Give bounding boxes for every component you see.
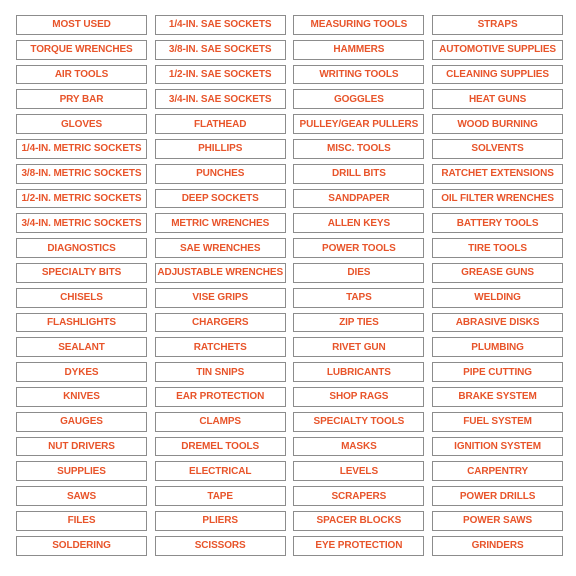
label-tag [432, 263, 563, 283]
label-tag [293, 461, 424, 481]
label-text: STRAPS [477, 19, 518, 31]
label-tag [293, 536, 424, 556]
label-text: MEASURING TOOLS [310, 19, 408, 31]
label-text: FUEL SYSTEM [463, 416, 532, 428]
label-tag [155, 387, 286, 407]
label-text: WRITING TOOLS [319, 68, 399, 80]
label-tag [16, 164, 147, 184]
label-tag [16, 288, 147, 308]
label-text: 1/4-IN. METRIC SOCKETS [21, 143, 142, 155]
label-tag [16, 189, 147, 209]
label-tag [155, 139, 286, 159]
label-tag [432, 89, 563, 109]
label-text: GLOVES [60, 118, 103, 130]
label-tag [155, 213, 286, 233]
label-tag [16, 40, 147, 60]
label-text: WOOD BURNING [457, 118, 538, 130]
label-tag [16, 213, 147, 233]
label-tag [293, 486, 424, 506]
label-tag [155, 238, 286, 258]
label-text: 1/2-IN. METRIC SOCKETS [21, 192, 142, 204]
label-tag [16, 337, 147, 357]
label-text: POWER TOOLS [322, 242, 396, 254]
label-tag [432, 189, 563, 209]
label-tag [293, 412, 424, 432]
label-tag [155, 362, 286, 382]
label-text: VISE GRIPS [192, 292, 249, 304]
label-tag [16, 313, 147, 333]
label-tag [16, 263, 147, 283]
label-tag [293, 288, 424, 308]
label-tag [293, 213, 424, 233]
label-tag [432, 362, 563, 382]
label-text: EYE PROTECTION [315, 540, 403, 552]
label-tag [155, 486, 286, 506]
label-tag [16, 89, 147, 109]
label-tag [293, 437, 424, 457]
label-text: DYKES [64, 366, 99, 378]
label-text: TORQUE WRENCHES [30, 44, 133, 56]
label-text: SPACER BLOCKS [316, 515, 402, 527]
label-tag [16, 437, 147, 457]
label-text: GAUGES [60, 416, 103, 428]
label-tag [293, 263, 424, 283]
label-sheet [16, 15, 561, 556]
label-tag [155, 461, 286, 481]
label-tag [432, 412, 563, 432]
label-text: TAPE [207, 490, 233, 502]
label-text: IGNITION SYSTEM [454, 440, 541, 452]
label-tag [155, 412, 286, 432]
label-text: SCISSORS [194, 540, 246, 552]
label-tag [432, 461, 563, 481]
label-text: SANDPAPER [328, 192, 390, 204]
label-text: OIL FILTER WRENCHES [441, 192, 554, 204]
label-text: GREASE GUNS [461, 267, 534, 279]
label-tag [293, 89, 424, 109]
label-tag [293, 387, 424, 407]
label-text: HAMMERS [333, 44, 385, 56]
label-tag [155, 40, 286, 60]
label-tag [16, 65, 147, 85]
label-tag [155, 114, 286, 134]
label-tag [155, 263, 286, 283]
label-tag [293, 164, 424, 184]
label-text: DIES [347, 267, 371, 279]
label-tag [293, 40, 424, 60]
label-text: PHILLIPS [198, 143, 243, 155]
label-text: RATCHET EXTENSIONS [441, 168, 554, 180]
label-text: 3/8-IN. SAE SOCKETS [168, 44, 272, 56]
label-text: SHOP RAGS [329, 391, 389, 403]
label-tag [293, 114, 424, 134]
label-text: METRIC WRENCHES [171, 217, 270, 229]
label-tag [293, 189, 424, 209]
label-tag [432, 387, 563, 407]
label-text: SOLDERING [52, 540, 111, 552]
label-text: SCRAPERS [331, 490, 387, 502]
label-text: PIPE CUTTING [463, 366, 532, 378]
label-text: MOST USED [52, 19, 111, 31]
label-tag [293, 65, 424, 85]
label-tag [16, 114, 147, 134]
label-tag [155, 536, 286, 556]
label-text: NUT DRIVERS [48, 440, 115, 452]
label-text: PRY BAR [59, 93, 104, 105]
label-tag [432, 65, 563, 85]
label-tag [293, 238, 424, 258]
label-text: HEAT GUNS [468, 93, 527, 105]
label-tag [16, 238, 147, 258]
label-tag [432, 288, 563, 308]
label-text: ELECTRICAL [189, 465, 252, 477]
label-text: BATTERY TOOLS [456, 217, 539, 229]
label-text: SUPPLIES [57, 465, 106, 477]
label-tag [155, 288, 286, 308]
label-tag [293, 139, 424, 159]
label-text: DREMEL TOOLS [181, 440, 260, 452]
label-tag [293, 337, 424, 357]
label-tag [293, 511, 424, 531]
label-text: EAR PROTECTION [176, 391, 265, 403]
label-text: LEVELS [339, 465, 379, 477]
label-text: AUTOMOTIVE SUPPLIES [439, 44, 556, 56]
label-tag [155, 65, 286, 85]
label-tag [432, 337, 563, 357]
label-text: POWER SAWS [463, 515, 533, 527]
label-tag [293, 362, 424, 382]
label-tag [155, 89, 286, 109]
label-tag [155, 164, 286, 184]
label-text: ADJUSTABLE WRENCHES [157, 267, 284, 279]
label-text: 3/4-IN. SAE SOCKETS [168, 93, 272, 105]
label-tag [16, 412, 147, 432]
label-text: MASKS [341, 440, 377, 452]
label-text: PLUMBING [471, 341, 524, 353]
label-text: SPECIALTY TOOLS [313, 416, 405, 428]
label-text: CHISELS [60, 292, 103, 304]
label-text: GRINDERS [471, 540, 524, 552]
label-tag [432, 511, 563, 531]
label-tag [16, 461, 147, 481]
label-text: AIR TOOLS [54, 68, 109, 80]
label-text: PLIERS [202, 515, 238, 527]
label-tag [155, 313, 286, 333]
label-tag [432, 213, 563, 233]
label-text: CLAMPS [199, 416, 241, 428]
label-tag [16, 486, 147, 506]
label-text: CLEANING SUPPLIES [446, 68, 549, 80]
label-tag [155, 437, 286, 457]
label-tag [16, 15, 147, 35]
label-text: BRAKE SYSTEM [458, 391, 537, 403]
label-tag [432, 536, 563, 556]
label-tag [432, 238, 563, 258]
label-text: POWER DRILLS [459, 490, 536, 502]
label-tag [293, 15, 424, 35]
label-text: ALLEN KEYS [327, 217, 391, 229]
label-text: DRILL BITS [331, 168, 386, 180]
label-tag [16, 139, 147, 159]
label-text: KNIVES [63, 391, 100, 403]
label-text: 3/8-IN. METRIC SOCKETS [21, 168, 142, 180]
label-tag [16, 387, 147, 407]
label-tag [155, 337, 286, 357]
label-text: FLATHEAD [194, 118, 247, 130]
label-text: 3/4-IN. METRIC SOCKETS [21, 217, 142, 229]
label-tag [432, 114, 563, 134]
label-text: PULLEY/GEAR PULLERS [299, 118, 419, 130]
label-text: SOLVENTS [471, 143, 524, 155]
label-text: ZIP TIES [339, 316, 379, 328]
label-text: RATCHETS [193, 341, 247, 353]
label-text: RIVET GUN [332, 341, 386, 353]
label-text: GOGGLES [333, 93, 384, 105]
label-tag [432, 437, 563, 457]
label-text: TIN SNIPS [196, 366, 245, 378]
label-text: TIRE TOOLS [468, 242, 527, 254]
label-text: MISC. TOOLS [327, 143, 391, 155]
label-text: DEEP SOCKETS [181, 192, 259, 204]
label-text: TAPS [346, 292, 372, 304]
label-text: CARPENTRY [467, 465, 529, 477]
label-text: CHARGERS [191, 316, 249, 328]
label-text: WELDING [474, 292, 521, 304]
label-text: PUNCHES [196, 168, 245, 180]
label-text: LUBRICANTS [326, 366, 391, 378]
label-tag [155, 15, 286, 35]
label-text: FLASHLIGHTS [47, 316, 116, 328]
label-tag [16, 511, 147, 531]
label-text: SAWS [66, 490, 97, 502]
label-tag [432, 486, 563, 506]
label-tag [432, 313, 563, 333]
label-tag [432, 164, 563, 184]
label-tag [155, 189, 286, 209]
label-tag [432, 15, 563, 35]
label-tag [432, 40, 563, 60]
label-tag [16, 362, 147, 382]
label-tag [432, 139, 563, 159]
label-text: SEALANT [58, 341, 105, 353]
label-text: SAE WRENCHES [179, 242, 261, 254]
label-text: DIAGNOSTICS [47, 242, 116, 254]
label-text: FILES [67, 515, 96, 527]
label-text: ABRASIVE DISKS [455, 316, 540, 328]
label-text: SPECIALTY BITS [41, 267, 122, 279]
label-tag [293, 313, 424, 333]
label-text: 1/4-IN. SAE SOCKETS [168, 19, 272, 31]
label-tag [155, 511, 286, 531]
label-text: 1/2-IN. SAE SOCKETS [168, 68, 272, 80]
label-tag [16, 536, 147, 556]
